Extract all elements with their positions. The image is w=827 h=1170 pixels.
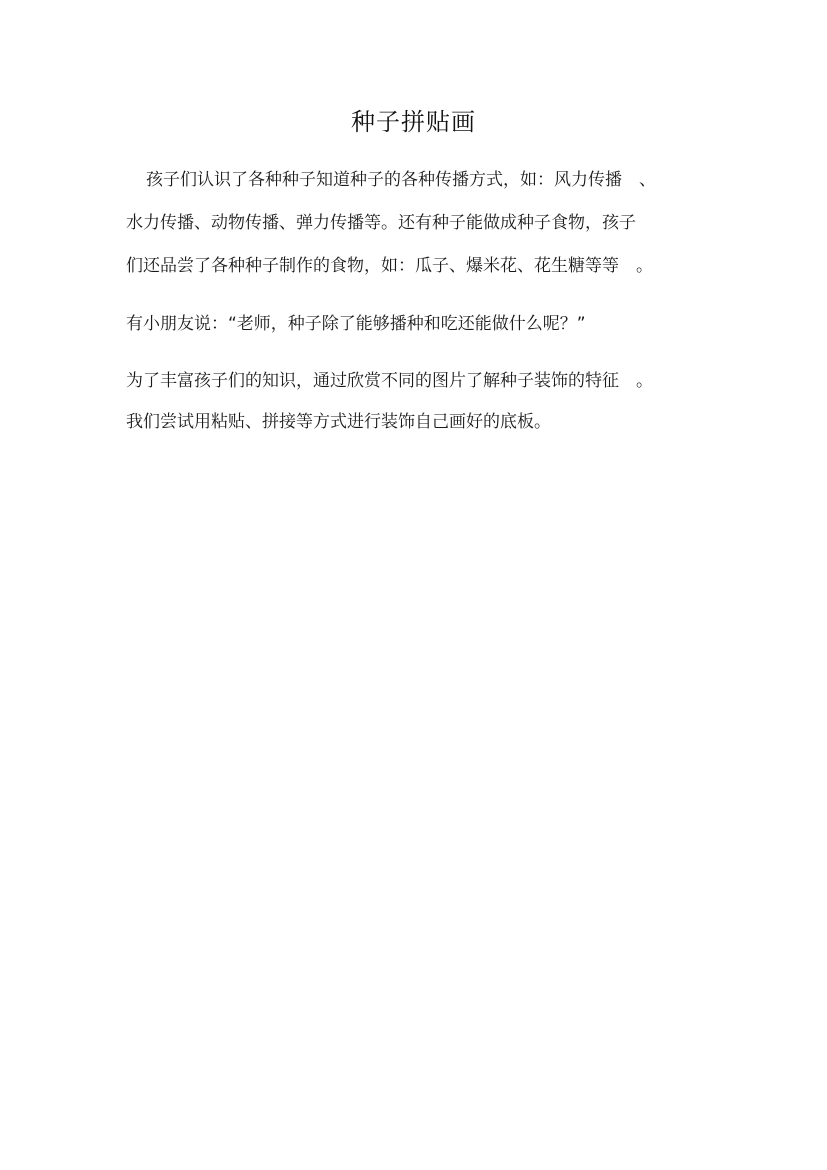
paragraph-line: 为了丰富孩子们的知识，通过欣赏不同的图片了解种子装饰的特征 。	[126, 371, 653, 391]
paragraph-line: 我们尝试用粘贴、拼接等方式进行装饰自己画好的底板。	[126, 412, 551, 432]
paragraph-line: 们还品尝了各种种子制作的食物，如：瓜子、爆米花、花生糖等等 。	[126, 256, 653, 276]
document-title: 种子拼贴画	[351, 108, 476, 136]
paragraph-line: 有小朋友说：“老师，种子除了能够播种和吃还能做什么呢？”	[126, 314, 586, 334]
paragraph-line: 孩子们认识了各种种子知道种子的各种传播方式，如：风力传播 、	[146, 170, 656, 190]
paragraph-line: 水力传播、动物传播、弹力传播等。还有种子能做成种子食物，孩子	[126, 213, 636, 233]
